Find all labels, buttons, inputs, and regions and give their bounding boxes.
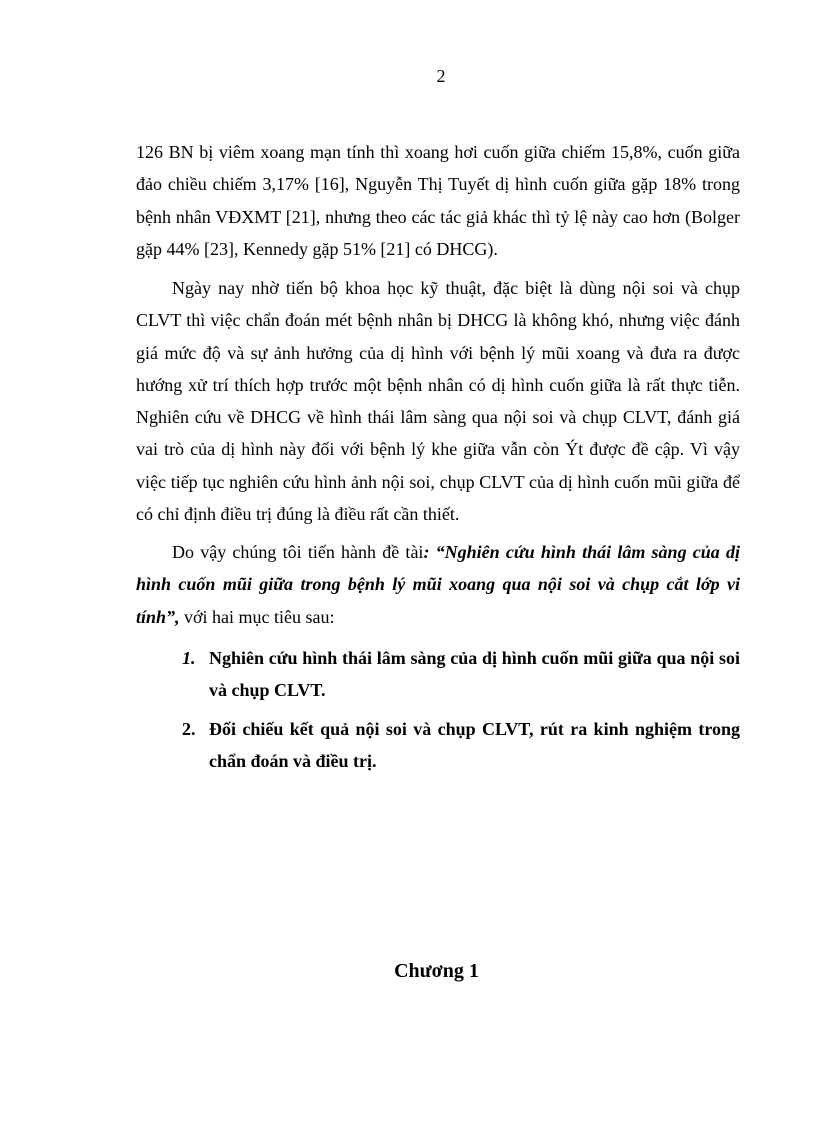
objective-number: 2.: [182, 719, 196, 739]
study-title: : “Nghiên cứu hình thái lâm sàng của dị hình cuốn mũi giữa trong bệnh lý mũi xoang qua nội soi và chụp cắt lớp vi tính”,: [136, 542, 740, 627]
objective-text: Đối chiếu kết quả nội soi và chụp CLVT, rút ra kinh nghiệm trong chẩn đoán và điều trị.: [209, 719, 740, 772]
paragraph-prevalence: 126 BN bị viêm xoang mạn tính thì xoang hơi cuốn giữa chiếm 15,8%, cuốn giữa đảo chiều chiếm 3,17% [16], Nguyễn Thị Tuyết dị hình cuốn giữa gặp 18% trong bệnh nhân VĐXMT [21], nhưng theo các tác giả khác thì tỷ lệ này cao hơn (Bolger gặp 44% [23], Kennedy gặp 51% [21] có DHCG).: [136, 142, 740, 259]
objectives-list-item-2: [182, 713, 740, 778]
paragraph-study-title: [136, 536, 740, 633]
page-number: 2: [436, 66, 446, 86]
objective-text: Nghiên cứu hình thái lâm sàng của dị hình cuốn mũi giữa qua nội soi và chụp CLVT.: [209, 648, 740, 701]
objective-number: 1.: [182, 648, 196, 668]
study-outro-text: với hai mục tiêu sau:: [179, 606, 335, 627]
objective-item: [182, 642, 740, 707]
objectives-list-item-1: [182, 642, 740, 707]
chapter-heading: Chương 1: [394, 960, 479, 982]
paragraph-rationale: Ngày nay nhờ tiến bộ khoa học kỹ thuật, đặc biệt là dùng nội soi và chụp CLVT thì việc chẩn đoán mét bệnh nhân bị DHCG là không khó, nhưng việc đánh giá mức độ và sự ảnh hưởng của dị hình với bệnh lý mũi xoang và đưa ra được hướng xử trí thích hợp trước một bệnh nhân có dị hình cuốn giữa là rất thực tiễn. Nghiên cứu về DHCG về hình thái lâm sàng qua nội soi và chụp CLVT, đánh giá vai trò của dị hình này đối với bệnh lý khe giữa vẫn còn Ýt được đề cập. Vì vậy việc tiếp tục nghiên cứu hình ảnh nội soi, chụp CLVT của dị hình cuốn mũi giữa để có chỉ định điều trị đúng là điều rất cần thiết.: [136, 278, 740, 525]
objective-item: [182, 713, 740, 778]
study-intro-text: Do vậy chúng tôi tiến hành đề tài: [172, 542, 424, 562]
